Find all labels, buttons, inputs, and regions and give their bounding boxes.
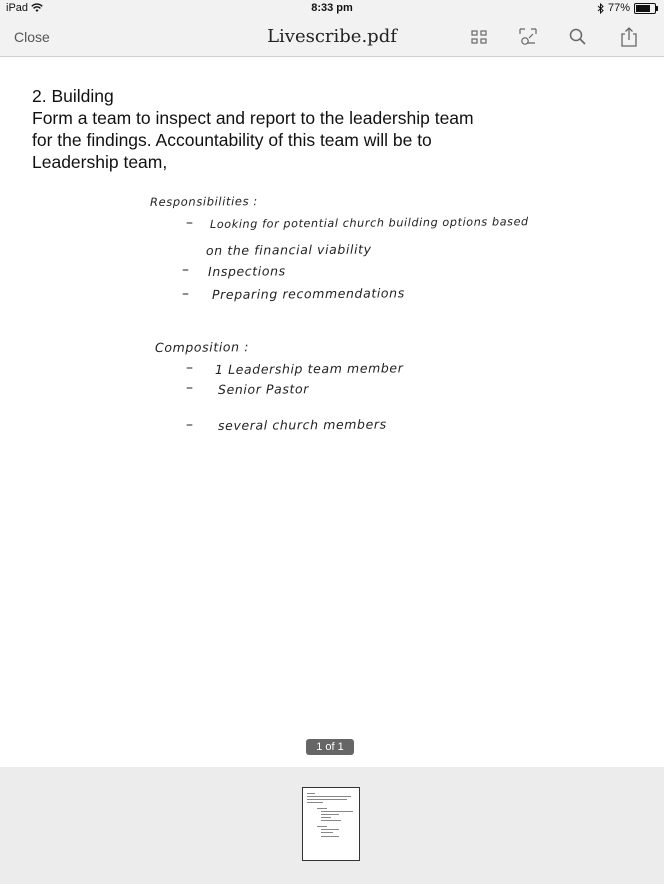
handwritten-composition-3: several church members — [217, 416, 387, 433]
device-name: iPad — [6, 2, 29, 14]
typed-text-block — [32, 85, 592, 173]
document-title: Livescribe.pdf — [267, 26, 397, 47]
handwritten-responsibility-3: Preparing recommendations — [211, 285, 405, 302]
status-bar — [0, 0, 664, 18]
battery-status — [597, 2, 656, 14]
battery-percent: 77% — [607, 2, 630, 14]
clock: 8:33 pm — [311, 2, 353, 14]
paragraph-line: Leadership team, — [32, 152, 168, 172]
handwritten-dash: – — [186, 215, 193, 231]
handwritten-composition-heading: Composition : — [154, 339, 250, 355]
handwritten-responsibility-1-line-2: on the financial viability — [205, 241, 372, 258]
handwritten-composition-1: 1 Leadership team member — [214, 360, 404, 377]
handwritten-dash: – — [186, 417, 193, 433]
handwritten-composition-2: Senior Pastor — [217, 381, 310, 397]
paragraph-line: Form a team to inspect and report to the leadership team — [32, 108, 474, 128]
handwritten-dash: – — [186, 360, 193, 376]
pdf-page[interactable] — [0, 57, 664, 767]
page-thumbnail[interactable] — [302, 787, 360, 861]
handwritten-dash: – — [186, 380, 193, 396]
handwritten-dash: – — [182, 286, 189, 302]
share-icon[interactable] — [618, 26, 640, 48]
close-button[interactable]: Close — [14, 29, 50, 45]
handwritten-responsibilities-heading: Responsibilities : — [149, 194, 258, 209]
bluetooth-icon — [597, 3, 604, 14]
section-heading: 2. Building — [32, 86, 114, 106]
handwritten-dash: – — [182, 262, 189, 278]
search-icon[interactable] — [567, 26, 589, 48]
paragraph-line: for the findings. Accountability of this team will be to — [32, 130, 432, 150]
handwritten-responsibility-1-line-1: Looking for potential church building options based — [209, 215, 529, 231]
page-indicator: 1 of 1 — [306, 739, 354, 755]
handwritten-responsibility-2: Inspections — [207, 263, 286, 279]
grid-icon[interactable] — [468, 26, 490, 48]
battery-icon — [634, 3, 656, 14]
annotate-icon[interactable] — [517, 26, 539, 48]
thumbnail-strip — [0, 767, 664, 880]
navigation-bar — [0, 18, 664, 57]
